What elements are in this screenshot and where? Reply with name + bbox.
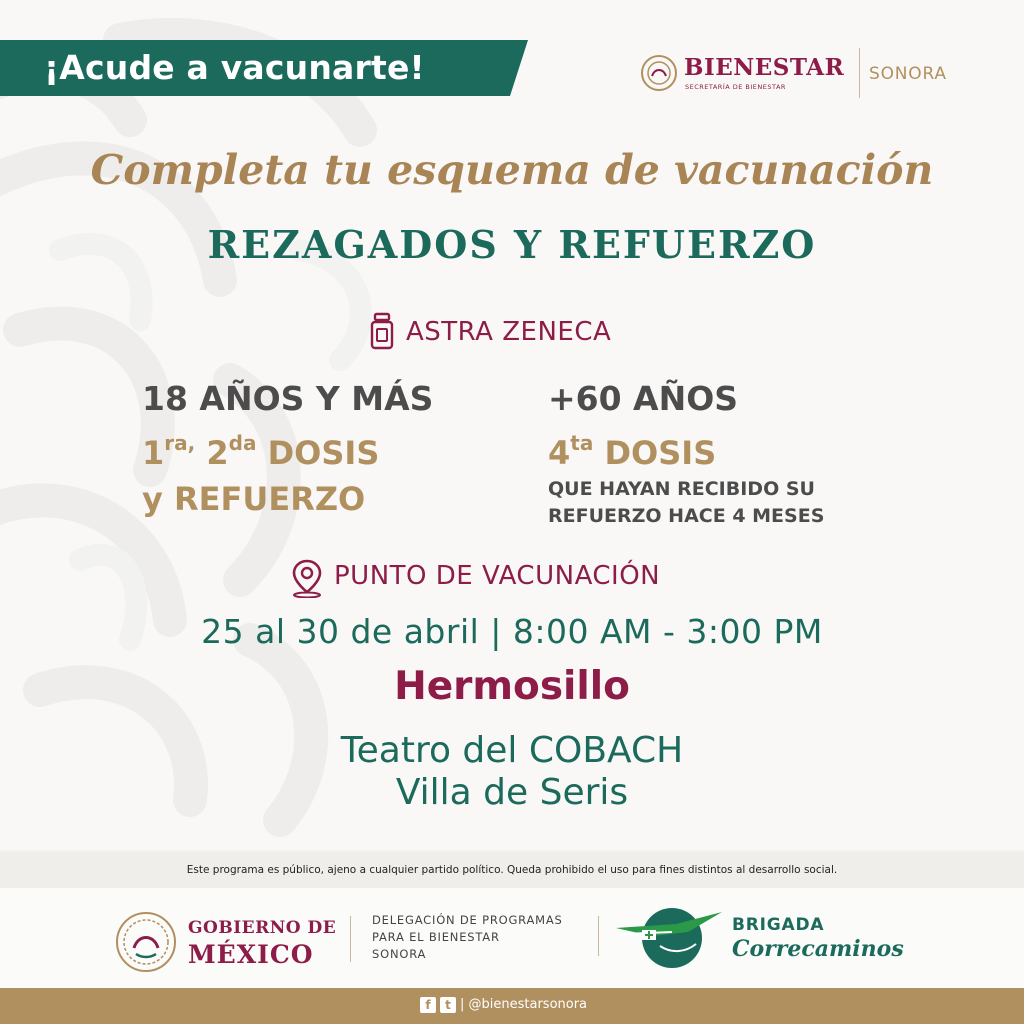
group-doses: $1^{ra,}$ $2^{da}$ DOSIS xyxy=(142,431,380,472)
footer xyxy=(0,888,1024,988)
footer-divider xyxy=(598,916,599,956)
brand-divider xyxy=(859,48,860,98)
group-age: 18 AÑOS Y MÁS xyxy=(142,379,434,418)
brigada-line-1: BRIGADA xyxy=(732,915,825,935)
footer-divider xyxy=(350,916,351,962)
venue-line-1: Teatro del COBACH xyxy=(340,730,684,771)
deleg-line-2: PARA EL BIENESTAR xyxy=(372,930,500,944)
roadrunner-icon xyxy=(612,902,724,972)
vaccination-point xyxy=(290,556,770,600)
brigada-correcaminos-logo xyxy=(612,902,932,972)
brand-name: BIENESTAR xyxy=(684,54,845,81)
twitter-icon[interactable]: t xyxy=(440,997,456,1013)
brand-region: SONORA xyxy=(869,64,947,84)
venue xyxy=(0,730,1024,814)
vaccine-label: ASTRA ZENECA xyxy=(406,317,612,347)
group-doses-line2: y REFUERZO xyxy=(142,480,366,518)
disclaimer: Este programa es público, ajeno a cualquier partido político. Queda prohibido el uso para fines distintos al desarrollo social. xyxy=(0,852,1024,888)
group-doses: $4^{ta}$ DOSIS xyxy=(548,431,717,472)
brigada-line-2: Correcaminos xyxy=(732,936,904,962)
deleg-line-3: SONORA xyxy=(372,947,427,961)
city-name: Hermosillo xyxy=(394,664,630,709)
gobierno-de-mexico-logo xyxy=(114,910,354,972)
vaccine-type xyxy=(368,312,688,352)
group-condition-1: QUE HAYAN RECIBIDO SU xyxy=(548,478,815,500)
national-seal-icon xyxy=(114,910,178,974)
page-subtitle: REZAGADOS Y REFUERZO xyxy=(207,222,817,267)
gob-line-2: MÉXICO xyxy=(188,940,314,969)
dates-hours: 25 al 30 de abril | 8:00 AM - 3:00 PM xyxy=(201,612,823,651)
group-age: +60 AÑOS xyxy=(548,379,739,418)
deleg-line-1: DELEGACIÓN DE PROGRAMAS xyxy=(372,913,563,927)
bienestar-logo xyxy=(640,52,970,102)
gob-line-1: GOBIERNO DE xyxy=(188,918,337,938)
banner-text: ¡Acude a vacunarte! xyxy=(44,48,425,87)
page-title: Completa tu esquema de vacunación xyxy=(90,146,934,194)
vial-icon xyxy=(368,312,396,352)
venue-line-2: Villa de Seris xyxy=(395,772,629,813)
social-handle[interactable]: | @bienestarsonora xyxy=(460,997,588,1012)
eagle-seal-icon xyxy=(640,54,678,92)
group-condition-2: REFUERZO HACE 4 MESES xyxy=(548,505,825,527)
group-18-plus xyxy=(142,378,502,522)
group-60-plus xyxy=(548,378,948,530)
facebook-icon[interactable]: f xyxy=(420,997,436,1013)
brand-subtitle: SECRETARÍA DE BIENESTAR xyxy=(685,83,786,91)
location-pin-icon xyxy=(290,558,324,598)
banner xyxy=(0,40,528,96)
point-label: PUNTO DE VACUNACIÓN xyxy=(334,561,661,591)
delegacion-text xyxy=(372,912,563,963)
social-bar xyxy=(0,988,1024,1024)
